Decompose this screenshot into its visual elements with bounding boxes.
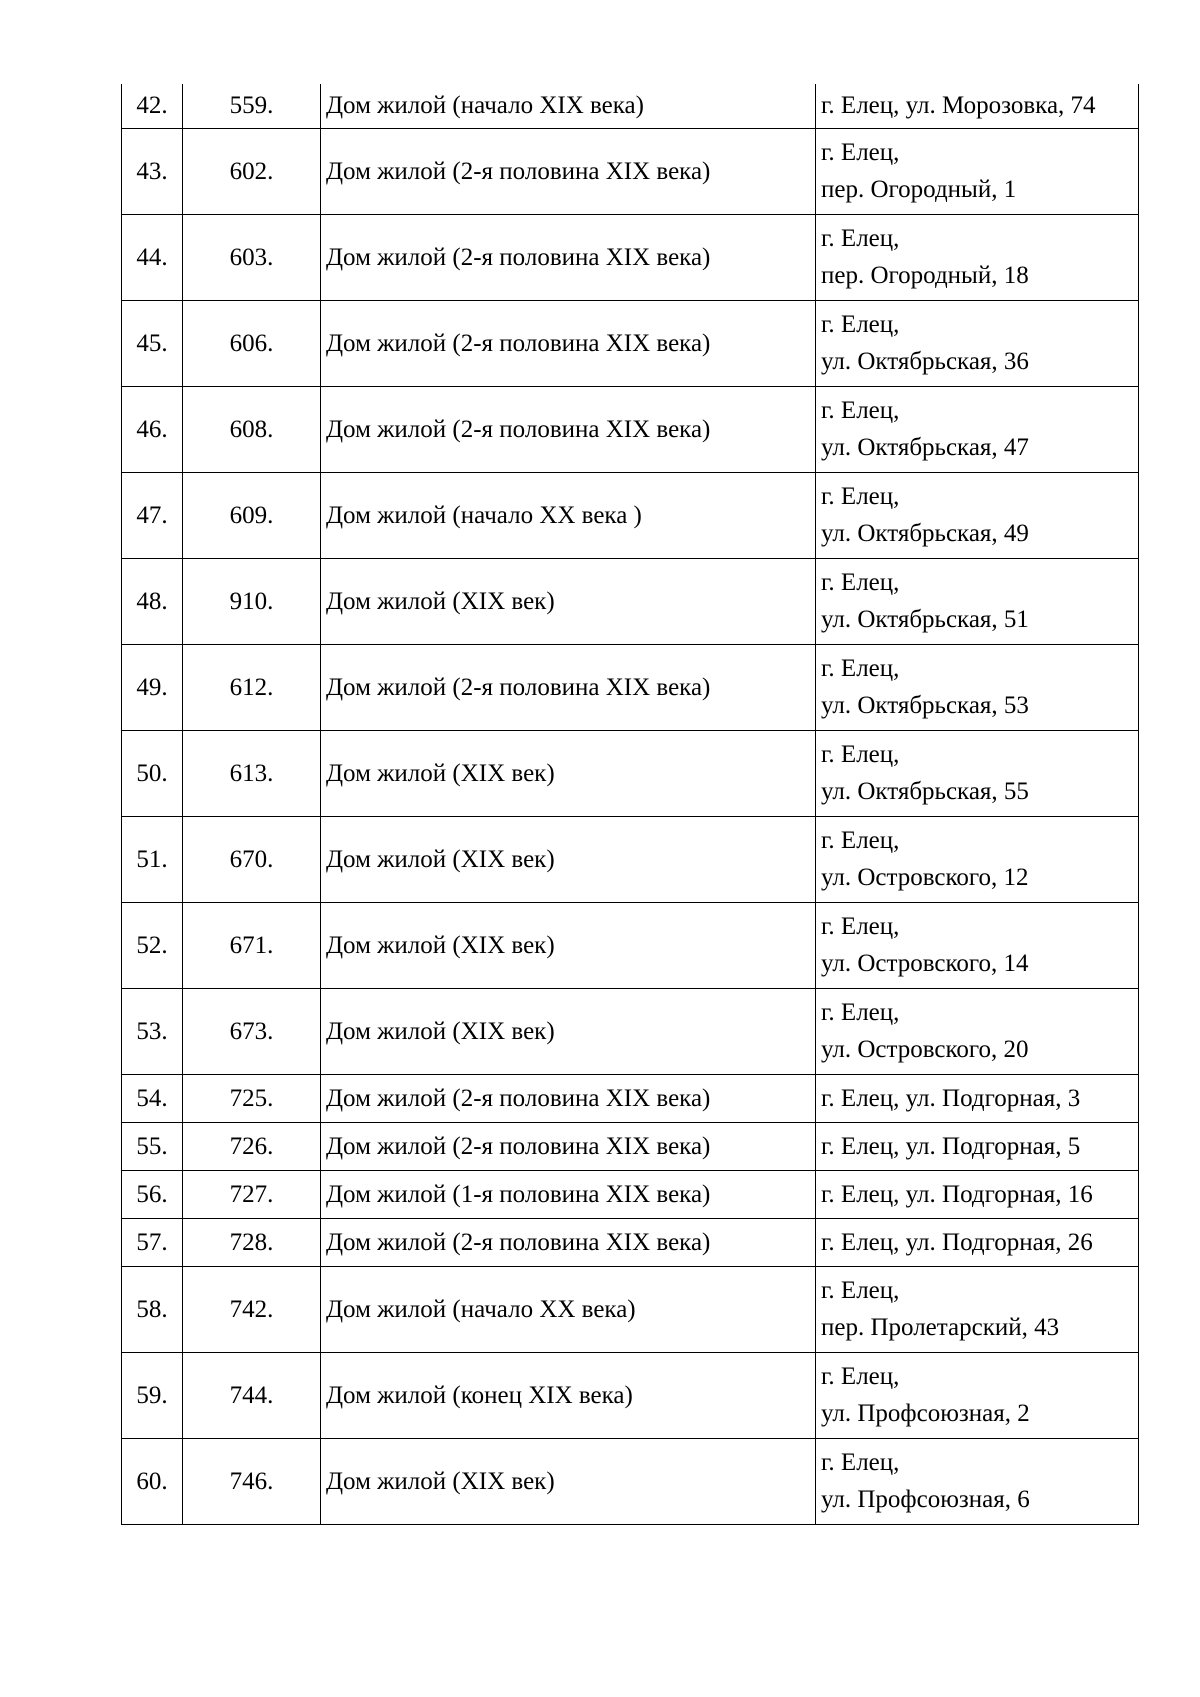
row-number: 60. (122, 1438, 183, 1524)
table-row (122, 214, 1139, 300)
table-row (122, 1266, 1139, 1352)
row-number: 50. (122, 730, 183, 816)
row-number: 57. (122, 1218, 183, 1266)
registry-number: 726. (183, 1122, 321, 1170)
row-number: 54. (122, 1074, 183, 1122)
registry-number: 744. (183, 1352, 321, 1438)
address-line: пер. Огородный, 18 (821, 262, 1029, 289)
object-address (816, 300, 1139, 386)
table-row (122, 1218, 1139, 1266)
registry-number: 742. (183, 1266, 321, 1352)
address-line: г. Елец, (821, 311, 900, 338)
address-line: г. Елец, (821, 827, 900, 854)
row-number: 59. (122, 1352, 183, 1438)
address-line: г. Елец, ул. Подгорная, 5 (821, 1132, 1081, 1160)
object-address (816, 1266, 1139, 1352)
object-address (816, 128, 1139, 214)
row-number: 43. (122, 128, 183, 214)
object-address (816, 214, 1139, 300)
object-address (816, 1170, 1139, 1218)
object-address (816, 1074, 1139, 1122)
address-line: г. Елец, ул. Подгорная, 16 (821, 1180, 1093, 1208)
row-number: 53. (122, 988, 183, 1074)
object-name: Дом жилой (XIX век) (321, 730, 816, 816)
row-number: 51. (122, 816, 183, 902)
table-row (122, 1074, 1139, 1122)
address-line: ул. Октябрьская, 36 (821, 348, 1029, 375)
object-name: Дом жилой (XIX век) (321, 988, 816, 1074)
registry-number: 673. (183, 988, 321, 1074)
address-line: г. Елец, (821, 913, 900, 940)
row-number: 44. (122, 214, 183, 300)
address-line: ул. Островского, 14 (821, 950, 1029, 977)
object-address (816, 816, 1139, 902)
address-line: г. Елец, (821, 483, 900, 510)
address-line: ул. Октябрьская, 47 (821, 434, 1029, 461)
table-row (122, 988, 1139, 1074)
object-name: Дом жилой (XIX век) (321, 558, 816, 644)
address-line: г. Елец, (821, 225, 900, 252)
row-number: 56. (122, 1170, 183, 1218)
object-address (816, 472, 1139, 558)
registry-number: 746. (183, 1438, 321, 1524)
registry-number: 609. (183, 472, 321, 558)
object-name: Дом жилой (2-я половина XIX века) (321, 386, 816, 472)
object-address (816, 386, 1139, 472)
table-row (122, 386, 1139, 472)
address-line: г. Елец, ул. Морозовка, 74 (821, 92, 1096, 120)
address-line: г. Елец, (821, 741, 900, 768)
object-name: Дом жилой (конец XIX века) (321, 1352, 816, 1438)
address-line: ул. Островского, 20 (821, 1036, 1029, 1063)
monuments-table (121, 84, 1139, 1525)
object-name: Дом жилой (XIX век) (321, 902, 816, 988)
registry-number: 613. (183, 730, 321, 816)
row-number: 48. (122, 558, 183, 644)
address-line: г. Елец, (821, 569, 900, 596)
object-address (816, 730, 1139, 816)
registry-number: 670. (183, 816, 321, 902)
object-name: Дом жилой (2-я половина XIX века) (321, 1122, 816, 1170)
object-name: Дом жилой (начало XX века ) (321, 472, 816, 558)
row-number: 55. (122, 1122, 183, 1170)
row-number: 45. (122, 300, 183, 386)
table-row (122, 730, 1139, 816)
object-name: Дом жилой (1-я половина XIX века) (321, 1170, 816, 1218)
table-row (122, 1122, 1139, 1170)
registry-number: 603. (183, 214, 321, 300)
object-name: Дом жилой (2-я половина XIX века) (321, 300, 816, 386)
object-address (816, 902, 1139, 988)
object-address (816, 988, 1139, 1074)
object-address (816, 1122, 1139, 1170)
address-line: ул. Октябрьская, 53 (821, 692, 1029, 719)
address-line: ул. Октябрьская, 51 (821, 606, 1029, 633)
table-row (122, 644, 1139, 730)
row-number: 49. (122, 644, 183, 730)
address-line: ул. Островского, 12 (821, 864, 1029, 891)
address-line: г. Елец, (821, 1277, 900, 1304)
registry-number: 725. (183, 1074, 321, 1122)
object-name: Дом жилой (2-я половина XIX века) (321, 214, 816, 300)
address-line: ул. Профсоюзная, 2 (821, 1400, 1030, 1427)
object-name: Дом жилой (XIX век) (321, 1438, 816, 1524)
table-row (122, 902, 1139, 988)
address-line: г. Елец, (821, 1449, 900, 1476)
table-row (122, 1352, 1139, 1438)
registry-number: 606. (183, 300, 321, 386)
object-address (816, 84, 1139, 128)
object-name: Дом жилой (начало XX века) (321, 1266, 816, 1352)
object-address (816, 1218, 1139, 1266)
monuments-table-body (122, 84, 1139, 1524)
address-line: г. Елец, ул. Подгорная, 26 (821, 1228, 1093, 1256)
address-line: пер. Огородный, 1 (821, 176, 1017, 203)
registry-number: 910. (183, 558, 321, 644)
table-row (122, 472, 1139, 558)
row-number: 42. (122, 84, 183, 128)
address-line: г. Елец, (821, 1363, 900, 1390)
address-line: ул. Октябрьская, 49 (821, 520, 1029, 547)
row-number: 58. (122, 1266, 183, 1352)
table-row (122, 1170, 1139, 1218)
object-address (816, 1438, 1139, 1524)
table-row (122, 84, 1139, 128)
table-row (122, 300, 1139, 386)
registry-number: 728. (183, 1218, 321, 1266)
address-line: пер. Пролетарский, 43 (821, 1314, 1060, 1341)
address-line: г. Елец, (821, 999, 900, 1026)
object-name: Дом жилой (начало XIX века) (321, 84, 816, 128)
registry-number: 608. (183, 386, 321, 472)
table-row (122, 128, 1139, 214)
address-line: г. Елец, (821, 655, 900, 682)
address-line: ул. Октябрьская, 55 (821, 778, 1029, 805)
object-name: Дом жилой (2-я половина XIX века) (321, 644, 816, 730)
object-address (816, 1352, 1139, 1438)
registry-number: 727. (183, 1170, 321, 1218)
table-row (122, 558, 1139, 644)
registry-number: 602. (183, 128, 321, 214)
object-name: Дом жилой (XIX век) (321, 816, 816, 902)
row-number: 47. (122, 472, 183, 558)
address-line: г. Елец, (821, 139, 900, 166)
object-name: Дом жилой (2-я половина XIX века) (321, 1074, 816, 1122)
address-line: г. Елец, (821, 397, 900, 424)
address-line: г. Елец, ул. Подгорная, 3 (821, 1084, 1081, 1112)
registry-number: 612. (183, 644, 321, 730)
registry-number: 559. (183, 84, 321, 128)
object-name: Дом жилой (2-я половина XIX века) (321, 1218, 816, 1266)
row-number: 52. (122, 902, 183, 988)
address-line: ул. Профсоюзная, 6 (821, 1486, 1030, 1513)
object-name: Дом жилой (2-я половина XIX века) (321, 128, 816, 214)
table-row (122, 816, 1139, 902)
row-number: 46. (122, 386, 183, 472)
object-address (816, 644, 1139, 730)
table-row (122, 1438, 1139, 1524)
registry-number: 671. (183, 902, 321, 988)
object-address (816, 558, 1139, 644)
